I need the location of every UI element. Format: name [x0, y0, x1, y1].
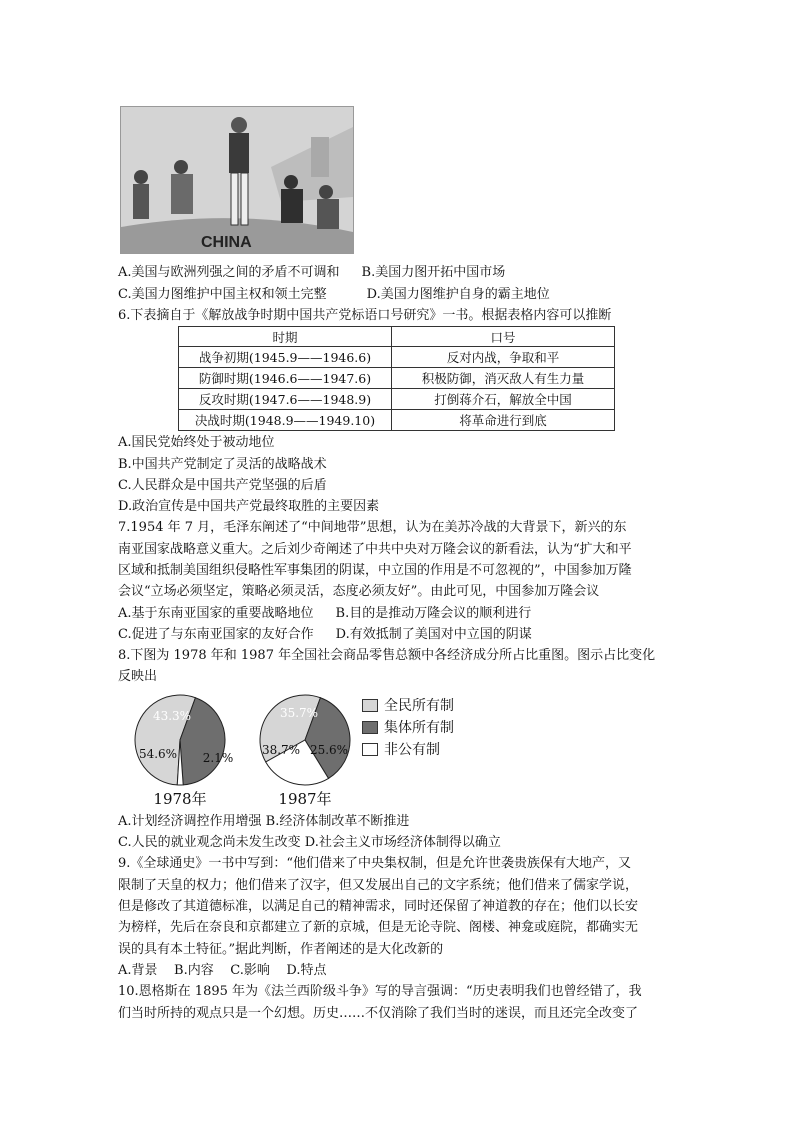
q5-option-b: B.美国力图开拓中国市场: [361, 265, 506, 280]
q5-option-a: A.美国与欧洲列强之间的矛盾不可调和: [118, 265, 340, 280]
q6-option-b: B.中国共产党制定了灵活的战略战术: [118, 457, 327, 472]
pie-year-label: 1978年: [153, 790, 207, 808]
q8-line: 反映出: [118, 669, 158, 684]
q6-option-c: C.人民群众是中国共产党坚强的后盾: [118, 478, 327, 493]
q9-line: 9.《全球通史》一书中写到：“他们借来了中央集权制，但是允许世袭贵族保有大地产，又: [118, 856, 632, 871]
q9-options: A.背景 B.内容 C.影响 D.特点: [118, 963, 327, 978]
table-header-slogan: 口号: [392, 327, 615, 347]
table-cell: 战争初期(1945.9——1946.6): [179, 347, 392, 368]
q10-line: 10.恩格斯在 1895 年为《法兰西阶级斗争》写的导言强调：“历史表明我们也曾经错了，我: [118, 984, 642, 999]
q7-line: 会议“立场必须坚定，策略必须灵活，态度必须友好”。由此可见，中国参加万隆会议: [118, 584, 600, 599]
q8-line: 8.下图为 1978 年和 1987 年全国社会商品零售总额中各经济成分所占比重图。图示占比变化: [118, 648, 656, 663]
legend-item: [362, 716, 454, 738]
q8-option-row-1: A.计划经济调控作用增强 B.经济体制改革不断推进: [118, 814, 410, 829]
cartoon-caption: CHINA: [201, 234, 252, 251]
q7-option-d: D.有效抵制了美国对中立国的阴谋: [335, 627, 532, 642]
pie-value-label: 38.7%: [261, 743, 301, 757]
q6-slogan-table: [178, 326, 615, 431]
table-row: [179, 368, 615, 389]
q7-option-c: C.促进了与东南亚国家的友好合作: [118, 627, 314, 642]
pie-value-label: 43.3%: [152, 709, 192, 723]
q6-option-a: A.国民党始终处于被动地位: [118, 435, 275, 450]
q7-option-b: B.目的是推动万隆会议的顺利进行: [335, 606, 532, 621]
q7-line: 南亚国家战略意义重大。之后刘少奇阐述了中共中央对万隆会议的新看法，认为“扩大和平: [118, 542, 632, 557]
pie-value-label: 35.7%: [279, 706, 319, 720]
q9-line: 限制了天皇的权力；他们借来了汉字，但又发展出自己的文字系统；他们借来了儒家学说，: [118, 878, 639, 893]
legend-item: [362, 738, 454, 760]
legend-swatch: [362, 699, 378, 712]
table-cell: 将革命进行到底: [392, 410, 615, 431]
q7-line: 7.1954 年 7 月，毛泽东阐述了“中间地带”思想，认为在美苏冷战的大背景下，新兴的东: [118, 520, 627, 535]
legend-label: 全民所有制: [384, 698, 454, 714]
table-cell: 积极防御，消灭敌人有生力量: [392, 368, 615, 389]
q6-stem: 6.下表摘自于《解放战争时期中国共产党标语口号研究》一书。根据表格内容可以推断: [118, 308, 612, 323]
table-row: [179, 410, 615, 431]
legend-swatch: [362, 743, 378, 756]
cartoon-illustration: [121, 107, 353, 253]
q8-option-row-2: C.人民的就业观念尚未发生改变 D.社会主义市场经济体制得以确立: [118, 835, 501, 850]
table-cell: 反攻时期(1947.6——1948.9): [179, 389, 392, 410]
legend-swatch: [362, 721, 378, 734]
q5-option-d: D.美国力图维护自身的霸主地位: [366, 287, 550, 302]
table-cell: 反对内战，争取和平: [392, 347, 615, 368]
q5-option-row-2: [118, 286, 550, 304]
q7-option-a: A.基于东南亚国家的重要战略地位: [118, 606, 314, 621]
q5-option-row-1: [118, 264, 505, 282]
table-cell: 打倒蒋介石，解放全中国: [392, 389, 615, 410]
q9-line: 为榜样，先后在奈良和京都建立了新的京城，但是无论寺院、阁楼、神龛或庭院，都确实无: [118, 920, 639, 935]
q7-option-row-2: [118, 626, 532, 644]
table-cell: 防御时期(1946.6——1947.6): [179, 368, 392, 389]
pie-year-label: 1987年: [278, 790, 332, 808]
q6-option-d: D.政治宣传是中国共产党最终取胜的主要因素: [118, 499, 380, 514]
pie-value-label: 25.6%: [309, 743, 349, 757]
legend-label: 非公有制: [384, 742, 440, 758]
legend-item: [362, 694, 454, 716]
table-header-row: [179, 327, 615, 347]
legend-label: 集体所有制: [384, 720, 454, 736]
pie-value-label: 2.1%: [202, 751, 234, 765]
table-cell: 决战时期(1948.9——1949.10): [179, 410, 392, 431]
table-row: [179, 389, 615, 410]
q5-option-c: C.美国力图维护中国主权和领土完整: [118, 287, 327, 302]
q7-line: 区域和抵制美国组织侵略性军事集团的阴谋，中立国的作用是不可忽视的”，中国参加万隆: [118, 563, 632, 578]
political-cartoon-image: [120, 106, 354, 254]
q9-line: 误的具有本土特征。”据此判断，作者阐述的是大化改新的: [118, 942, 444, 957]
q10-line: 们当时所持的观点只是一个幻想。历史……不仅消除了我们当时的迷误，而且还完全改变了: [118, 1006, 639, 1021]
pie-value-label: 54.6%: [138, 747, 178, 761]
table-header-period: 时期: [179, 327, 392, 347]
q9-line: 但是修改了其道德标准，以满足自己的精神需求，同时还保留了神道教的存在；他们以长安: [118, 899, 639, 914]
q7-option-row-1: [118, 605, 531, 623]
table-row: [179, 347, 615, 368]
pie-legend: [362, 694, 454, 760]
